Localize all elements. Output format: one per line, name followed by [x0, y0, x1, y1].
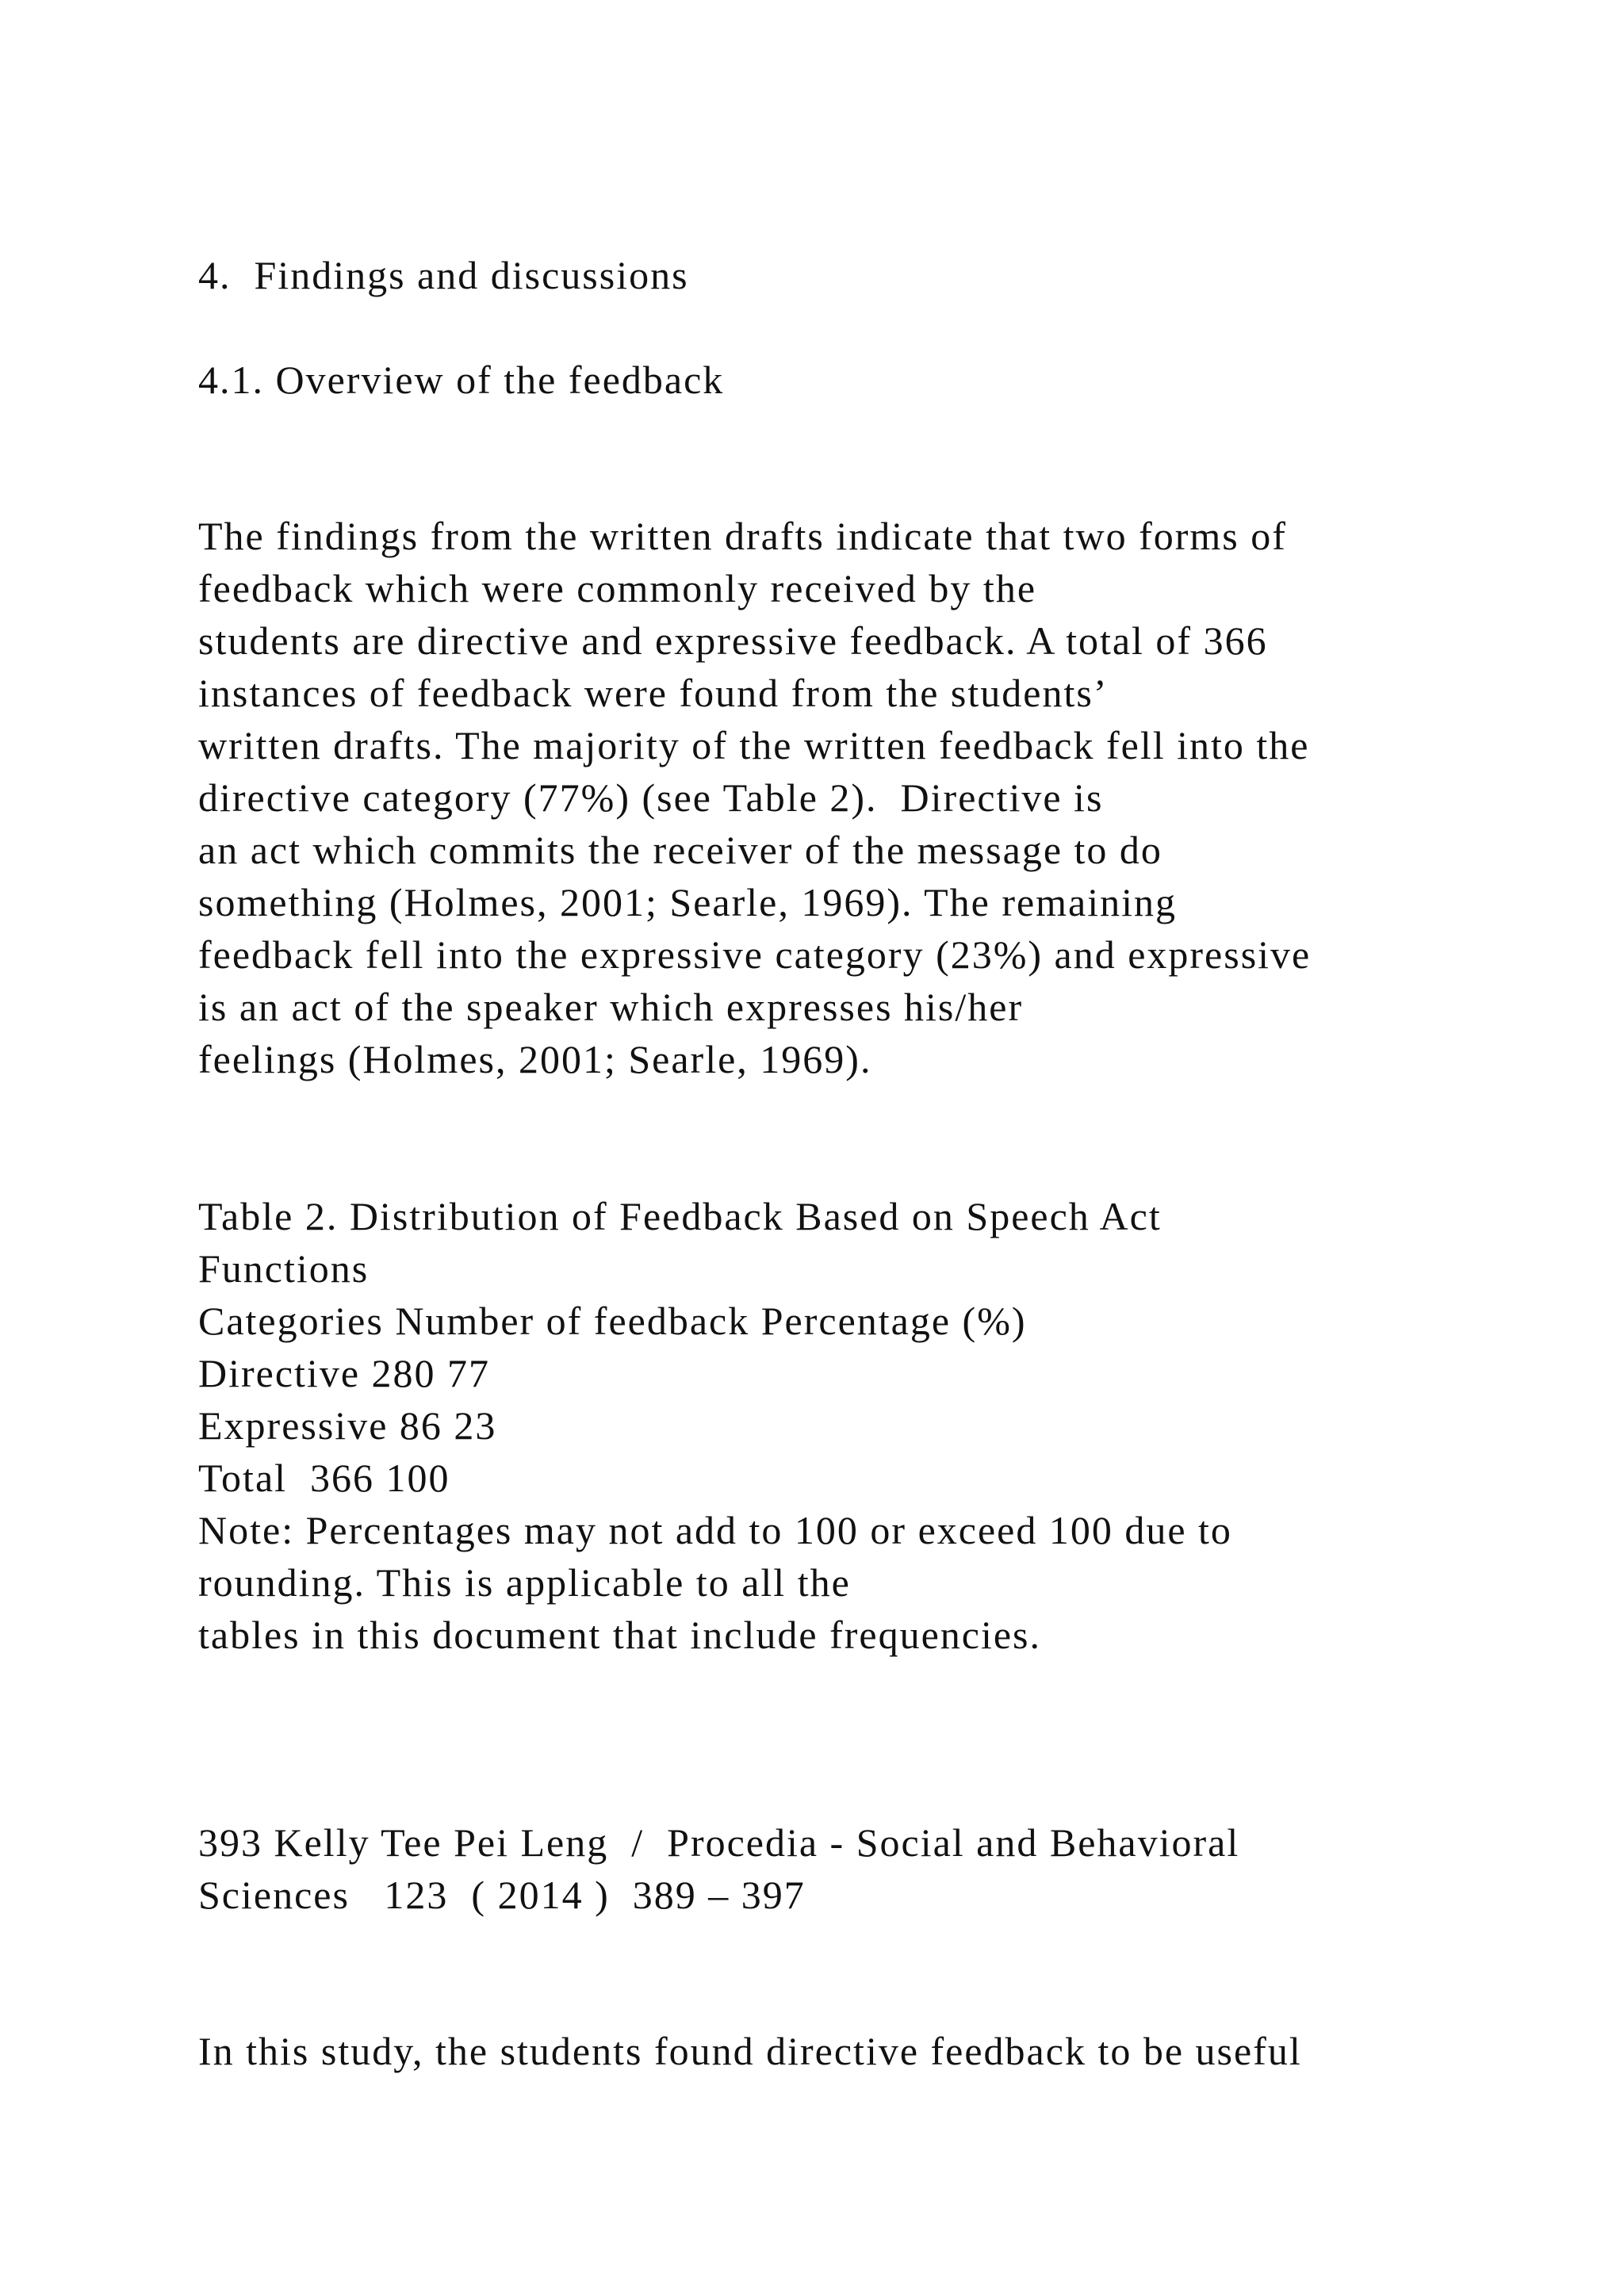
paragraph-line: students are directive and expressive feedback. A total of 366 — [198, 618, 1268, 663]
table-note: rounding. This is applicable to all the — [198, 1560, 851, 1605]
paragraph-line: is an act of the speaker which expresses his/her — [198, 985, 1024, 1029]
paragraph-line: feedback which were commonly received by the — [198, 566, 1037, 610]
section-heading: 4. Findings and discussions — [198, 253, 689, 297]
citation-line: Sciences 123 ( 2014 ) 389 – 397 — [198, 1873, 806, 1917]
paragraph-line: In this study, the students found directive feedback to be useful — [198, 2029, 1302, 2073]
paragraph-line: directive category (77%) (see Table 2). Directive is — [198, 775, 1104, 820]
table-note: Note: Percentages may not add to 100 or exceed 100 due to — [198, 1508, 1232, 1552]
subsection-heading: 4.1. Overview of the feedback — [198, 358, 725, 402]
paragraph-line: something (Holmes, 2001; Searle, 1969). The remaining — [198, 880, 1178, 924]
paragraph-line: feelings (Holmes, 2001; Searle, 1969). — [198, 1037, 872, 1081]
citation-line: 393 Kelly Tee Pei Leng / Procedia - Social and Behavioral — [198, 1820, 1240, 1865]
table-header-row: Categories Number of feedback Percentage (%) — [198, 1299, 1027, 1343]
table-note: tables in this document that include frequencies. — [198, 1613, 1041, 1657]
paragraph-line: instances of feedback were found from the students’ — [198, 671, 1109, 715]
table-row: Total 366 100 — [198, 1456, 450, 1500]
paragraph-line: feedback fell into the expressive category (23%) and expressive — [198, 932, 1312, 977]
table-caption: Table 2. Distribution of Feedback Based on Speech Act — [198, 1194, 1162, 1238]
paragraph-line: an act which commits the receiver of the message to do — [198, 828, 1162, 872]
paragraph-line: The findings from the written drafts indicate that two forms of — [198, 514, 1287, 558]
paragraph-line: written drafts. The majority of the written feedback fell into the — [198, 723, 1310, 767]
table-row: Directive 280 77 — [198, 1351, 491, 1395]
table-caption: Functions — [198, 1246, 370, 1291]
table-row: Expressive 86 23 — [198, 1403, 497, 1448]
